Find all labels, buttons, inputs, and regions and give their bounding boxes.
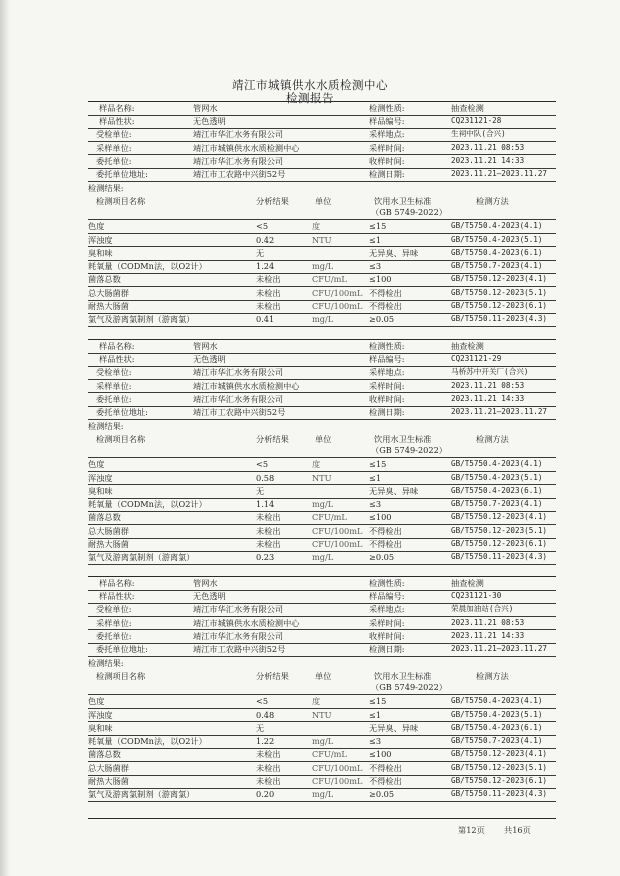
row-standard: 无异臭、异味 [369,485,419,496]
col-header-unit: 单位 [315,671,332,682]
row-item-name: 色度 [88,221,105,232]
row-standard: 不得检出 [369,287,402,298]
row-method: GB/T5750.7-2023(4.1) [451,499,543,509]
col-header-standard-code: （GB 5749-2022） [371,207,447,218]
row-method: GB/T5750.12-2023(5.1) [451,762,548,772]
section-divider-line [88,656,556,657]
results-heading: 检测结果: [88,421,124,432]
row-unit: mg/L [312,789,334,800]
row-method: GB/T5750.4-2023(6.1) [451,722,543,732]
info-value-entrusting-address: 靖江市工农路中兴街52号 [193,407,286,417]
page-footer [458,825,531,836]
row-method: GB/T5750.12-2023(5.1) [451,287,548,297]
row-standard: 不得检出 [369,762,402,773]
info-label-entrusting-unit: 委托单位: [96,393,132,404]
info-label-entrusting-address: 委托单位地址: [96,407,148,417]
row-result: 未检出 [256,287,281,298]
row-unit: mg/L [312,499,334,510]
info-value-sample-nature: 无色透明 [193,354,226,365]
row-method: GB/T5750.11-2023(4.3) [451,314,548,324]
row-standard: ≤15 [369,221,387,232]
info-label-sampling-unit: 采样单位: [96,617,132,628]
info-label-sampling-site: 采样地点: [369,367,405,378]
row-result: 未检出 [256,776,281,786]
info-value-sampling-time: 2023.11.21 08:53 [451,380,525,390]
row-standard: ≥0.05 [369,314,395,325]
row-standard: ≤100 [369,274,392,285]
row-result: 未检出 [256,539,281,549]
info-value-sample-name: 管网水 [193,341,218,351]
info-value-sampling-unit: 靖江市城镇供水水质检测中心 [193,380,300,391]
row-unit: CFU/100mL [312,525,363,536]
col-header-method: 检测方法 [476,671,509,682]
info-value-sampling-time: 2023.11.21 08:53 [451,617,525,627]
info-label-sampling-site: 采样地点: [369,604,405,615]
col-header-unit: 单位 [315,196,332,207]
info-label-sample-nature: 样品性状: [99,354,135,365]
section-divider-line [88,419,556,420]
row-method: GB/T5750.12-2023(4.1) [451,274,548,284]
row-method: GB/T5750.11-2023(4.3) [451,789,548,799]
info-value-test-nature: 抽查检测 [451,103,484,113]
row-item-name: 臭和味 [88,722,113,733]
row-result: 未检出 [256,762,281,773]
row-unit: CFU/mL [312,512,347,523]
row-result: 未检出 [256,525,281,536]
info-value-entrusting-address: 靖江市工农路中兴街52号 [193,644,286,654]
row-item-name: 浑浊度 [88,709,113,720]
info-value-sampling-unit: 靖江市城镇供水水质检测中心 [193,617,300,628]
row-item-name: 氯气及游离氯制剂（游离氯） [88,314,195,325]
col-header-standard-code: （GB 5749-2022） [371,682,447,693]
row-unit: 度 [312,459,321,470]
row-standard: ≤15 [369,459,387,470]
row-unit: mg/L [312,736,334,747]
row-method: GB/T5750.11-2023(4.3) [451,552,548,562]
row-item-name: 耐热大肠菌 [88,301,129,311]
row-standard: ≤100 [369,749,392,760]
info-label-sample-no: 样品编号: [369,354,405,365]
info-value-test-nature: 抽查检测 [451,578,484,588]
col-header-standard-code: （GB 5749-2022） [371,445,447,456]
info-label-test-nature: 检测性质: [369,578,405,588]
info-value-receive-time: 2023.11.21 14:33 [451,393,525,403]
row-method: GB/T5750.4-2023(6.1) [451,485,543,495]
row-item-name: 总大肠菌群 [88,525,129,536]
row-method: GB/T5750.4-2023(6.1) [451,247,543,257]
info-value-sample-nature: 无色透明 [193,591,226,602]
row-item-name: 菌落总数 [88,749,121,760]
row-standard: ≤1 [369,472,382,483]
row-result: <5 [256,221,269,232]
info-label-sampling-time: 采样时间: [369,380,405,391]
info-value-sample-no: CQ231121-29 [451,354,502,364]
row-unit: CFU/100mL [312,287,363,298]
info-value-sample-name: 管网水 [193,578,218,588]
info-label-test-date: 检测日期: [369,169,405,179]
row-item-name: 菌落总数 [88,274,121,285]
col-header-standard: 饮用水卫生标准 [374,434,432,445]
info-value-test-date: 2023.11.21—2023.11.27 [451,169,548,178]
info-label-sample-no: 样品编号: [369,591,405,602]
info-label-sample-nature: 样品性状: [99,116,135,127]
info-label-entrusting-address: 委托单位地址: [96,644,148,654]
row-item-name: 色度 [88,696,105,707]
row-item-name: 总大肠菌群 [88,762,129,773]
row-method: GB/T5750.4-2023(5.1) [451,234,543,244]
row-unit: mg/L [312,261,334,272]
section-divider-line [88,576,556,577]
col-header-method: 检测方法 [476,196,509,207]
row-unit: 度 [312,696,321,707]
row-unit: NTU [312,709,332,720]
row-standard: ≤100 [369,512,392,523]
row-method: GB/T5750.12-2023(6.1) [451,539,548,548]
col-header-standard: 饮用水卫生标准 [374,671,432,682]
row-method: GB/T5750.4-2023(4.1) [451,459,543,469]
row-standard: ≤1 [369,709,382,720]
row-item-name: 氯气及游离氯制剂（游离氯） [88,552,195,563]
info-value-test-date: 2023.11.21—2023.11.27 [451,407,548,416]
row-standard: ≥0.05 [369,789,395,800]
info-label-inspected-unit: 受检单位: [96,604,132,615]
row-item-name: 氯气及游离氯制剂（游离氯） [88,789,195,800]
info-label-entrusting-unit: 委托单位: [96,630,132,641]
page-total: 共16页 [504,825,531,835]
info-value-receive-time: 2023.11.21 14:33 [451,155,525,165]
info-label-receive-time: 收样时间: [369,393,405,404]
row-standard: ≥0.05 [369,552,395,563]
row-result: 1.22 [256,736,275,747]
row-item-name: 耗氧量（CODMn法，以O2计） [88,499,207,510]
info-value-sample-no: CQ231121-28 [451,116,502,126]
info-label-receive-time: 收样时间: [369,155,405,166]
row-standard: 不得检出 [369,525,402,536]
row-method: GB/T5750.7-2023(4.1) [451,736,543,746]
info-value-inspected-unit: 靖江市华汇水务有限公司 [193,129,284,140]
info-label-test-date: 检测日期: [369,644,405,654]
info-label-entrusting-unit: 委托单位: [96,155,132,166]
row-standard: ≤1 [369,234,382,245]
info-label-sampling-site: 采样地点: [369,129,405,140]
info-label-inspected-unit: 受检单位: [96,367,132,378]
section-divider-line [88,181,556,182]
info-value-inspected-unit: 靖江市华汇水务有限公司 [193,367,284,378]
row-item-name: 臭和味 [88,247,113,258]
row-standard: 不得检出 [369,301,402,311]
row-method: GB/T5750.12-2023(5.1) [451,525,548,535]
page-number: 第12页 [458,825,485,835]
row-unit: CFU/100mL [312,539,363,549]
results-heading: 检测结果: [88,183,124,194]
row-method: GB/T5750.4-2023(5.1) [451,709,543,719]
row-result: 无 [256,722,265,733]
row-result: 0.58 [256,472,275,483]
row-method: GB/T5750.12-2023(4.1) [451,512,548,522]
row-item-name: 色度 [88,459,105,470]
org-title: 靖江市城镇供水水质检测中心 [232,78,388,92]
info-label-entrusting-address: 委托单位地址: [96,169,148,179]
info-label-sampling-time: 采样时间: [369,617,405,628]
col-header-item: 检测项目名称 [96,196,146,207]
col-header-result: 分析结果 [256,671,289,682]
row-result: 0.42 [256,234,275,245]
row-method: GB/T5750.12-2023(4.1) [451,749,548,759]
row-standard: 无异臭、异味 [369,722,419,733]
row-method: GB/T5750.12-2023(6.1) [451,301,548,310]
row-unit: mg/L [312,314,334,325]
row-item-name: 总大肠菌群 [88,287,129,298]
info-label-test-date: 检测日期: [369,407,405,417]
section-divider-line [88,801,556,802]
section-divider-line [88,339,556,340]
row-item-name: 浑浊度 [88,472,113,483]
row-result: 未检出 [256,749,281,760]
info-value-sampling-site: 生祠中队(合兴) [451,129,506,139]
col-header-result: 分析结果 [256,196,289,207]
report-title: 检测报告 [286,91,334,105]
row-method: GB/T5750.4-2023(4.1) [451,221,543,231]
info-value-sample-nature: 无色透明 [193,116,226,127]
section-divider-line [88,101,556,102]
row-result: 0.48 [256,709,275,720]
col-header-item: 检测项目名称 [96,671,146,682]
row-item-name: 耐热大肠菌 [88,539,129,549]
row-result: 0.20 [256,789,275,800]
info-value-test-nature: 抽查检测 [451,341,484,351]
info-label-sampling-unit: 采样单位: [96,380,132,391]
info-value-sample-name: 管网水 [193,103,218,113]
info-value-entrusting-address: 靖江市工农路中兴街52号 [193,169,286,179]
row-result: 无 [256,247,265,258]
row-method: GB/T5750.12-2023(6.1) [451,776,548,785]
info-label-sampling-time: 采样时间: [369,142,405,153]
row-method: GB/T5750.7-2023(4.1) [451,261,543,271]
row-item-name: 耗氧量（CODMn法，以O2计） [88,736,207,747]
row-standard: 无异臭、异味 [369,247,419,258]
row-standard: 不得检出 [369,776,402,786]
info-value-sampling-unit: 靖江市城镇供水水质检测中心 [193,142,300,153]
row-unit: NTU [312,472,332,483]
info-label-test-nature: 检测性质: [369,341,405,351]
row-item-name: 耐热大肠菌 [88,776,129,786]
row-method: GB/T5750.4-2023(4.1) [451,696,543,706]
col-header-method: 检测方法 [476,434,509,445]
info-value-sampling-site: 荣晨加油站(合兴) [451,604,514,614]
info-label-sample-name: 样品名称: [99,578,135,588]
row-unit: CFU/mL [312,749,347,760]
row-unit: CFU/100mL [312,301,363,311]
col-header-result: 分析结果 [256,434,289,445]
info-value-receive-time: 2023.11.21 14:33 [451,630,525,640]
info-value-entrusting-unit: 靖江市华汇水务有限公司 [193,155,284,166]
row-standard: ≤3 [369,499,382,510]
row-unit: CFU/mL [312,274,347,285]
info-label-sample-nature: 样品性状: [99,591,135,602]
row-standard: ≤3 [369,736,382,747]
info-value-test-date: 2023.11.21—2023.11.27 [451,644,548,653]
row-standard: 不得检出 [369,539,402,549]
row-result: 无 [256,485,265,496]
info-value-inspected-unit: 靖江市华汇水务有限公司 [193,604,284,615]
row-result: <5 [256,459,269,470]
row-result: 1.24 [256,261,275,272]
info-value-sampling-site: 马桥苏中开关厂(合兴) [451,367,529,377]
row-result: 1.14 [256,499,275,510]
row-unit: CFU/100mL [312,776,363,786]
row-standard: ≤15 [369,696,387,707]
row-unit: mg/L [312,552,334,563]
row-result: 0.41 [256,314,275,325]
info-label-test-nature: 检测性质: [369,103,405,113]
col-header-item: 检测项目名称 [96,434,146,445]
info-label-sample-name: 样品名称: [99,103,135,113]
results-heading: 检测结果: [88,658,124,669]
row-result: 未检出 [256,512,281,523]
info-label-receive-time: 收样时间: [369,630,405,641]
row-item-name: 浑浊度 [88,234,113,245]
row-item-name: 耗氧量（CODMn法，以O2计） [88,261,207,272]
row-result: 未检出 [256,301,281,311]
row-standard: ≤3 [369,261,382,272]
section-divider-line [88,564,556,565]
info-value-entrusting-unit: 靖江市华汇水务有限公司 [193,393,284,404]
section-divider-line [88,326,556,327]
row-item-name: 菌落总数 [88,512,121,523]
info-value-sample-no: CQ231121-30 [451,591,502,601]
info-label-sampling-unit: 采样单位: [96,142,132,153]
info-label-inspected-unit: 受检单位: [96,129,132,140]
row-result: 未检出 [256,274,281,285]
section-divider-line [88,818,556,819]
row-result: <5 [256,696,269,707]
info-label-sample-name: 样品名称: [99,341,135,351]
row-unit: CFU/100mL [312,762,363,773]
info-label-sample-no: 样品编号: [369,116,405,127]
scan-shadow-edge [0,0,10,876]
row-item-name: 臭和味 [88,485,113,496]
row-method: GB/T5750.4-2023(5.1) [451,472,543,482]
row-unit: NTU [312,234,332,245]
col-header-unit: 单位 [315,434,332,445]
row-result: 0.23 [256,552,275,563]
info-value-entrusting-unit: 靖江市华汇水务有限公司 [193,630,284,641]
info-value-sampling-time: 2023.11.21 08:53 [451,142,525,152]
col-header-standard: 饮用水卫生标准 [374,196,432,207]
row-unit: 度 [312,221,321,232]
